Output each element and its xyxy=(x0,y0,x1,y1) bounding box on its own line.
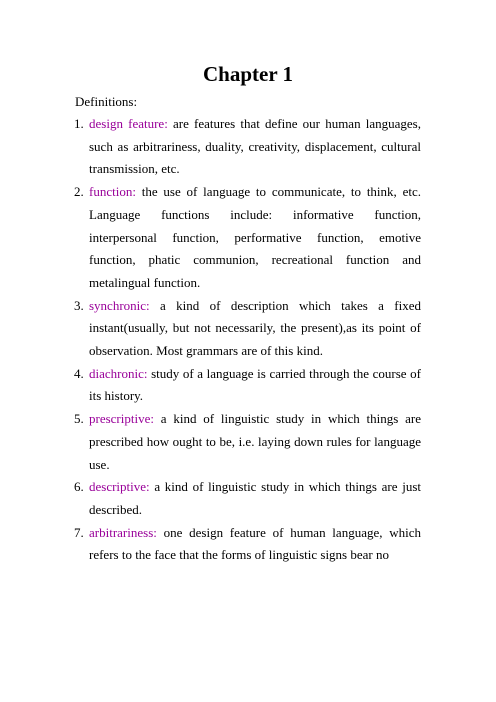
definition-term: diachronic: xyxy=(89,365,148,381)
definition-item xyxy=(74,181,421,295)
definition-text: a kind of description which takes a fixed instant(usually, but not necessarily, the present),as its point of observation. Most grammars are of this kind. xyxy=(89,297,421,359)
definition-item xyxy=(74,363,421,408)
definition-item xyxy=(74,295,421,363)
definition-item xyxy=(74,408,421,476)
definition-number: 5. xyxy=(74,411,84,427)
definition-text: study of a language is carried through the course of its history. xyxy=(89,365,421,404)
definition-number: 1. xyxy=(74,116,84,131)
definition-number: 6. xyxy=(74,479,84,495)
definition-text: a kind of linguistic study in which things are just described. xyxy=(89,479,421,517)
definition-item xyxy=(74,113,421,181)
definition-text: the use of language to communicate, to think, etc. Language functions include: informative function, interpersonal function, performative function, emotive function, phatic communion, recreational function and metalingual function. xyxy=(89,184,421,290)
definition-number: 3. xyxy=(74,297,84,313)
definition-number: 4. xyxy=(74,365,84,381)
definition-item xyxy=(74,476,421,521)
definition-term: design feature: xyxy=(89,116,168,131)
definition-term: synchronic: xyxy=(89,297,150,313)
definition-text: are features that define our human languages, such as arbitrariness, duality, creativity, displacement, cultural transmission, etc. xyxy=(89,116,421,177)
definition-term: function: xyxy=(89,184,136,200)
definition-number: 7. xyxy=(74,524,84,540)
definition-term: prescriptive: xyxy=(89,411,154,427)
chapter-title: Chapter 1 xyxy=(202,62,294,86)
definition-number: 2. xyxy=(74,184,84,200)
definitions-list xyxy=(74,113,421,567)
definition-term: arbitrariness: xyxy=(89,524,157,540)
definition-item xyxy=(74,522,421,567)
definition-text: a kind of linguistic study in which things are prescribed how ought to be, i.e. laying down rules for language use. xyxy=(89,411,421,472)
definition-term: descriptive: xyxy=(89,479,150,495)
definitions-heading: Definitions: xyxy=(75,94,138,109)
definition-text: one design feature of human language, which refers to the face that the forms of linguistic signs bear no xyxy=(89,524,421,563)
